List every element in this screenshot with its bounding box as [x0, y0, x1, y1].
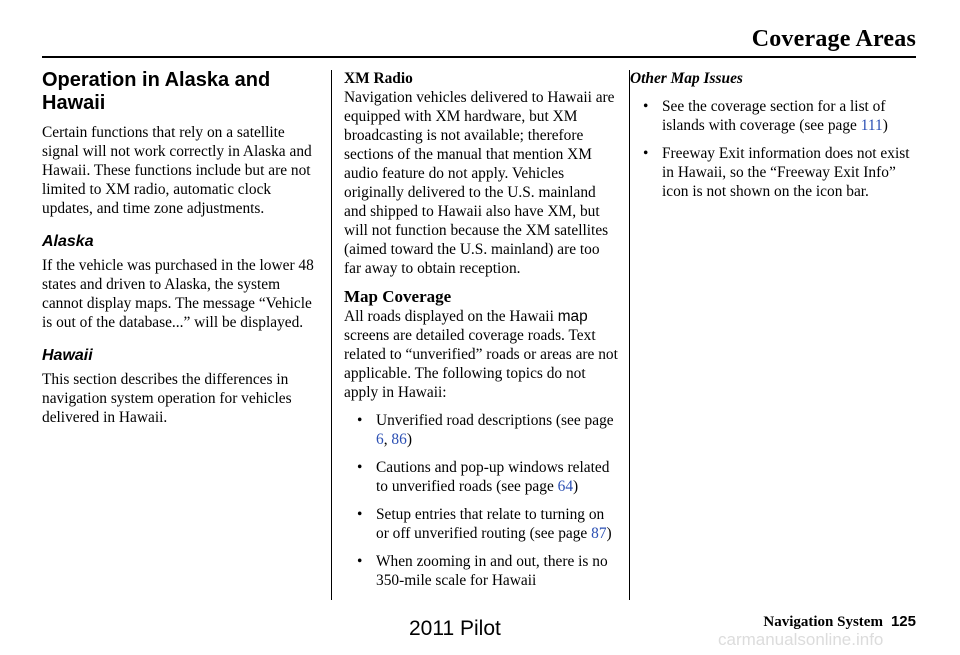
model-watermark: 2011 Pilot — [409, 617, 501, 640]
heading-alaska: Alaska — [42, 233, 94, 250]
list-item: • Setup entries that relate to turning on or off unverified routing (see page 87) — [357, 506, 612, 542]
hawaii-paragraph: This section describes the differences in navigation system operation for vehicles delivered in Hawaii. — [42, 371, 292, 426]
page-link-87[interactable]: 87 — [591, 525, 607, 542]
bullet-icon: • — [357, 412, 363, 429]
heading-other-map-issues: Other Map Issues — [630, 70, 743, 87]
page-section-title: Coverage Areas — [751, 26, 916, 52]
map-coverage-paragraph: All roads displayed on the Hawaii map screens are detailed coverage roads. Text related to “unverified” roads or areas are not applicable. The following topics do not apply in Hawaii: — [344, 308, 618, 401]
column-3 — [630, 64, 920, 201]
page-link-111[interactable]: 111 — [860, 117, 883, 134]
footer-label: Navigation System — [763, 614, 883, 630]
page-link-64[interactable]: 64 — [557, 478, 574, 495]
bullet-icon: • — [357, 553, 363, 570]
bullet-icon: • — [357, 506, 363, 523]
page-number: 125 — [890, 613, 916, 630]
alaska-paragraph: If the vehicle was purchased in the lower 48 states and driven to Alaska, the system cannot display maps. The message “Vehicle is out of the database...” will be displayed. — [42, 257, 314, 331]
bullet-icon: • — [357, 459, 363, 476]
heading-xm-radio: XM Radio — [344, 70, 413, 87]
column-1 — [42, 64, 318, 427]
bullet-icon: • — [643, 145, 649, 162]
page-link-6[interactable]: 6 — [376, 431, 384, 448]
page-footer — [763, 613, 916, 631]
list-item: • Cautions and pop-up windows related to unverified roads (see page 64) — [357, 459, 610, 495]
bullet-icon: • — [643, 98, 649, 115]
column-divider-1 — [331, 70, 332, 600]
heading-map-coverage: Map Coverage — [344, 287, 452, 306]
list-item: • See the coverage section for a list of islands with coverage (see page 111) — [643, 98, 888, 134]
list-item: • Freeway Exit information does not exist in Hawaii, so the “Freeway Exit Info” icon is not shown on the icon bar. — [643, 145, 910, 200]
other-issues-list — [630, 97, 920, 201]
site-watermark: carmanualsonline.info — [718, 630, 884, 649]
header-rule — [42, 56, 916, 58]
heading-operation-alaska-hawaii: Operation in Alaska and Hawaii — [42, 69, 271, 114]
list-item: • When zooming in and out, there is no 350-mile scale for Hawaii — [357, 553, 608, 589]
list-item: • Unverified road descriptions (see page 6, 86) — [357, 412, 614, 448]
intro-paragraph: Certain functions that rely on a satellite signal will not work correctly in Alaska and Hawaii. These functions include but are not limited to XM radio, automatic clock updates, and time zone adjustments. — [42, 124, 312, 217]
column-2 — [344, 64, 620, 590]
page-link-86[interactable]: 86 — [391, 431, 407, 448]
map-coverage-list — [344, 411, 620, 590]
heading-hawaii: Hawaii — [42, 347, 93, 364]
xm-paragraph: Navigation vehicles delivered to Hawaii are equipped with XM hardware, but XM broadcasting is not available; therefore sections of the manual that mention XM audio feature do not apply. Vehicles originally delivered to the U.S. mainland and shipped to Hawaii also have XM, but will not function because the XM satellites (aimed toward the U.S. mainland) are too far away to obtain reception. — [344, 89, 615, 277]
